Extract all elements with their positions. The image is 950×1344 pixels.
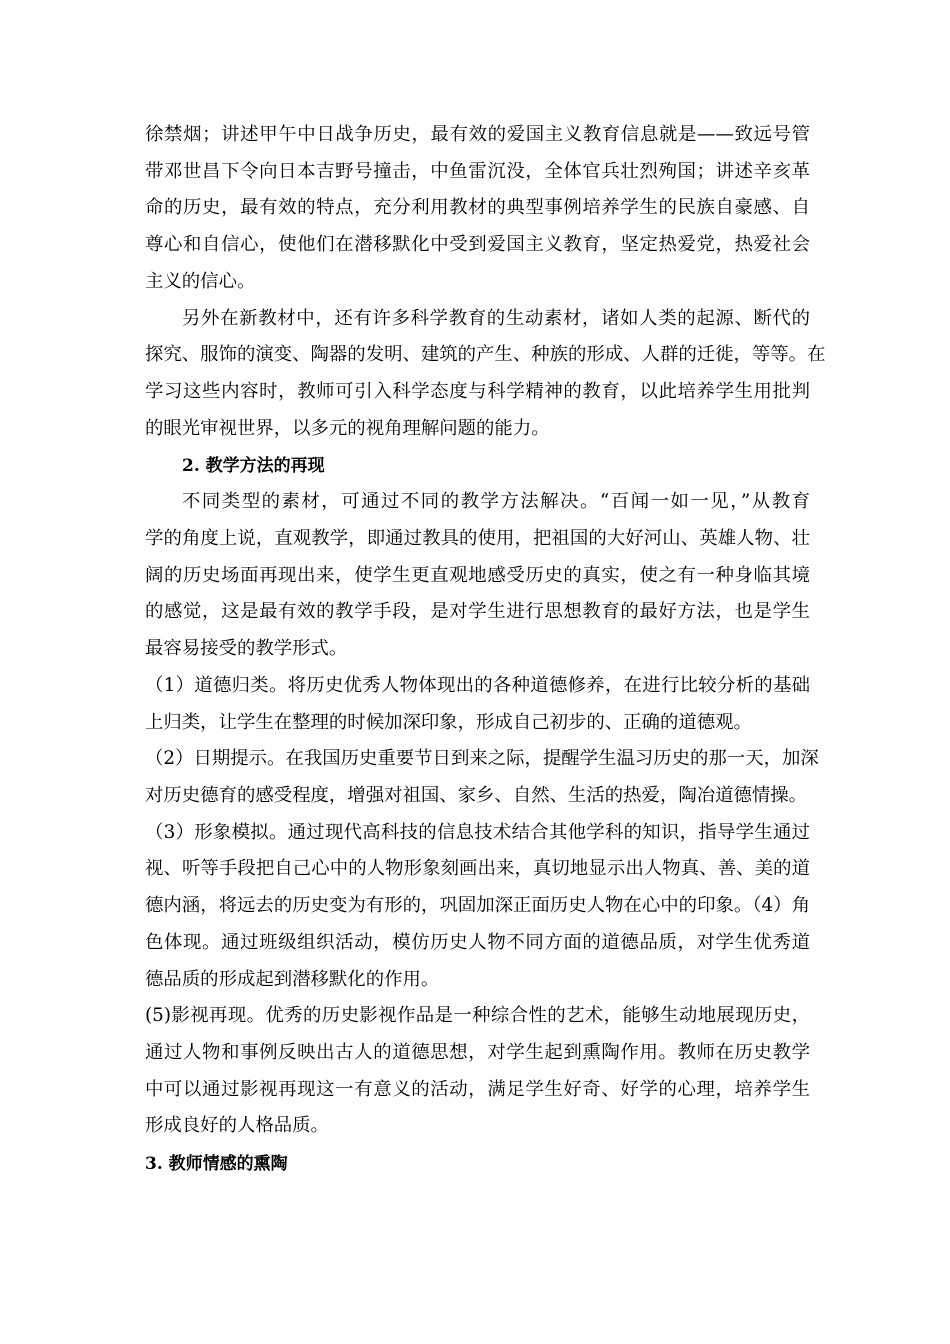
section-heading: 3. 教师情感的熏陶 [145, 1154, 288, 1174]
text-line: 通过人物和事例反映出古人的道德思想，对学生起到熏陶作用。教师在历史教学 [145, 1042, 810, 1063]
text-line: （1）道德归类。将历史优秀人物体现出的各种道德修养，在进行比较分析的基础 [145, 675, 810, 696]
text-line: 学的角度上说，直观教学，即通过教具的使用，把祖国的大好河山、英雄人物、壮 [145, 528, 810, 549]
text-line: 上归类，让学生在整理的时候加深印象，形成自己初步的、正确的道德观。 [145, 712, 752, 733]
text-line: 色体现。通过班级组织活动，模仿历史人物不同方面的道德品质，对学生优秀道 [145, 932, 810, 953]
text-line: 命的历史，最有效的特点，充分利用教材的典型事例培养学生的民族自豪感、自 [145, 197, 810, 218]
text-line: （2）日期提示。在我国历史重要节日到来之际，提醒学生温习历史的那一天，加深 [145, 748, 819, 769]
text-line: 德品质的形成起到潜移默化的作用。 [145, 969, 440, 990]
text-line: 阔的历史场面再现出来，使学生更直观地感受历史的真实，使之有一种身临其境 [145, 565, 810, 586]
text-line: 尊心和自信心，使他们在潜移默化中受到爱国主义教育，坚定热爱党，热爱社会 [145, 234, 810, 255]
text-line: 视、听等手段把自己心中的人物形象刻画出来，真切地显示出人物真、善、美的道 [145, 858, 810, 879]
section-heading: 2. 教学方法的再现 [182, 456, 325, 476]
text-line: 学习这些内容时，教师可引入科学态度与科学精神的教育，以此培养学生用批判 [145, 381, 810, 402]
text-line: 的感觉，这是最有效的教学手段，是对学生进行思想教育的最好方法，也是学生 [145, 601, 810, 622]
text-line: (5)影视再现。优秀的历史影视作品是一种综合性的艺术，能够生动地展现历史， [145, 1005, 810, 1026]
text-line: 德内涵，将远去的历史变为有形的，巩固加深正面历史人物在心中的印象。（4）角 [145, 895, 810, 916]
text-line: 不同类型的素材，可通过不同的教学方法解决。“百闻一如一见，”从教育 [182, 491, 810, 512]
text-line: 形成良好的人格品质。 [145, 1115, 329, 1136]
text-line: 另外在新教材中，还有许多科学教育的生动素材，诸如人类的起源、断代的 [182, 308, 810, 329]
text-line: 对历史德育的感受程度，增强对祖国、家乡、自然、生活的热爱，陶冶道德情操。 [145, 785, 808, 806]
text-line: 最容易接受的教学形式。 [145, 638, 348, 659]
text-line: 探究、服饰的演变、陶器的发明、建筑的产生、种族的形成、人群的迁徙，等等。在 [145, 344, 826, 365]
text-line: 带邓世昌下令向日本吉野号撞击，中鱼雷沉没，全体官兵壮烈殉国；讲述辛亥革 [145, 161, 810, 182]
text-line: 的眼光审视世界，以多元的视角理解问题的能力。 [145, 418, 550, 439]
text-line: 主义的信心。 [145, 271, 256, 292]
text-line: （3）形象模拟。通过现代高科技的信息技术结合其他学科的知识，指导学生通过 [145, 822, 810, 843]
text-line: 徐禁烟；讲述甲午中日战争历史，最有效的爱国主义教育信息就是——致远号管 [145, 124, 810, 145]
text-line: 中可以通过影视再现这一有意义的活动，满足学生好奇、好学的心理，培养学生 [145, 1079, 810, 1100]
